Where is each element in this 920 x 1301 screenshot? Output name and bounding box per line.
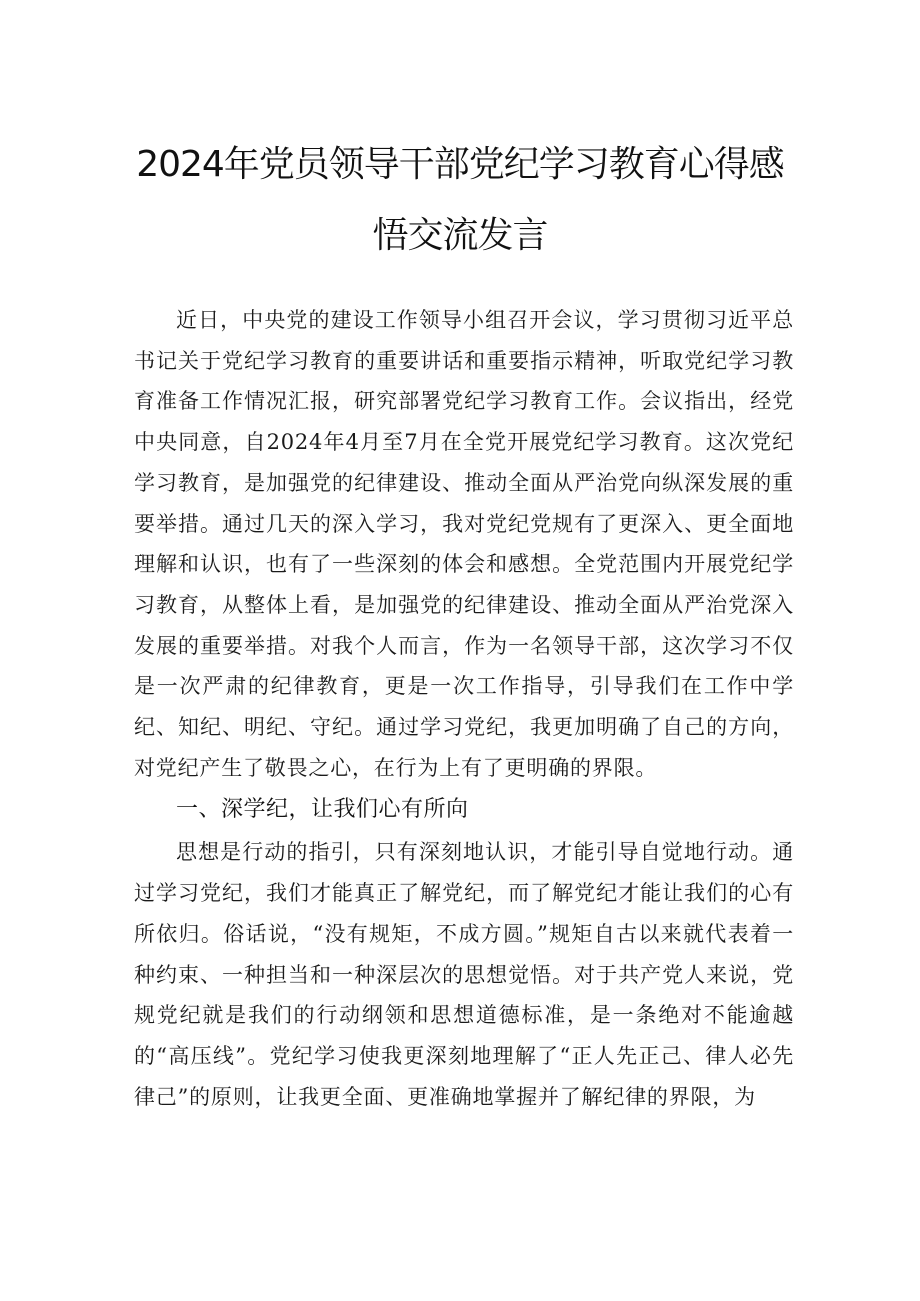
section-heading-1: 一、深学纪，让我们心有所向	[176, 797, 469, 823]
document-title-line-2: 悟交流发言	[372, 215, 548, 256]
body-paragraph-1: 近日，中央党的建设工作领导小组召开会议，学习贯彻习近平总书记关于党纪学习教育的重要讲话和重要指示精神，听取党纪学习教育准备工作情况汇报，研究部署党纪学习教育工作。会议指出，经党中央同意，自2024年4月至7月在全党开展党纪学习教育。这次党纪学习教育，是加强党的纪律建设、推动全面从严治党向纵深发展的重要举措。通过几天的深入学习，我对党纪党规有了更深入、更全面地理解和认识，也有了一些深刻的体会和感想。全党范围内开展党纪学习教育，从整体上看，是加强党的纪律建设、推动全面从严治党深入发展的重要举措。对我个人而言，作为一名领导干部，这次学习不仅是一次严肃的纪律教育，更是一次工作指导，引导我们在工作中学纪、知纪、明纪、守纪。通过学习党纪，我更加明确了自己的方向，对党纪产生了敬畏之心，在行为上有了更明确的界限。	[134, 308, 794, 780]
body-paragraph-2: 思想是行动的指引，只有深刻地认识，才能引导自觉地行动。通过学习党纪，我们才能真正了解党纪，而了解党纪才能让我们的心有所依归。俗话说，“没有规矩，不成方圆。”规矩自古以来就代表着一种约束、一种担当和一种深层次的思想觉悟。对于共产党人来说，党规党纪就是我们的行动纲领和思想道德标准，是一条绝对不能逾越的“高压线”。党纪学习使我更深刻地理解了“正人先正己、律人必先律己”的原则，让我更全面、更准确地掌握并了解纪律的界限，为	[134, 840, 794, 1109]
document-title-line-1: 2024年党员领导干部党纪学习教育心得感	[136, 144, 784, 185]
document-body	[134, 300, 794, 1117]
